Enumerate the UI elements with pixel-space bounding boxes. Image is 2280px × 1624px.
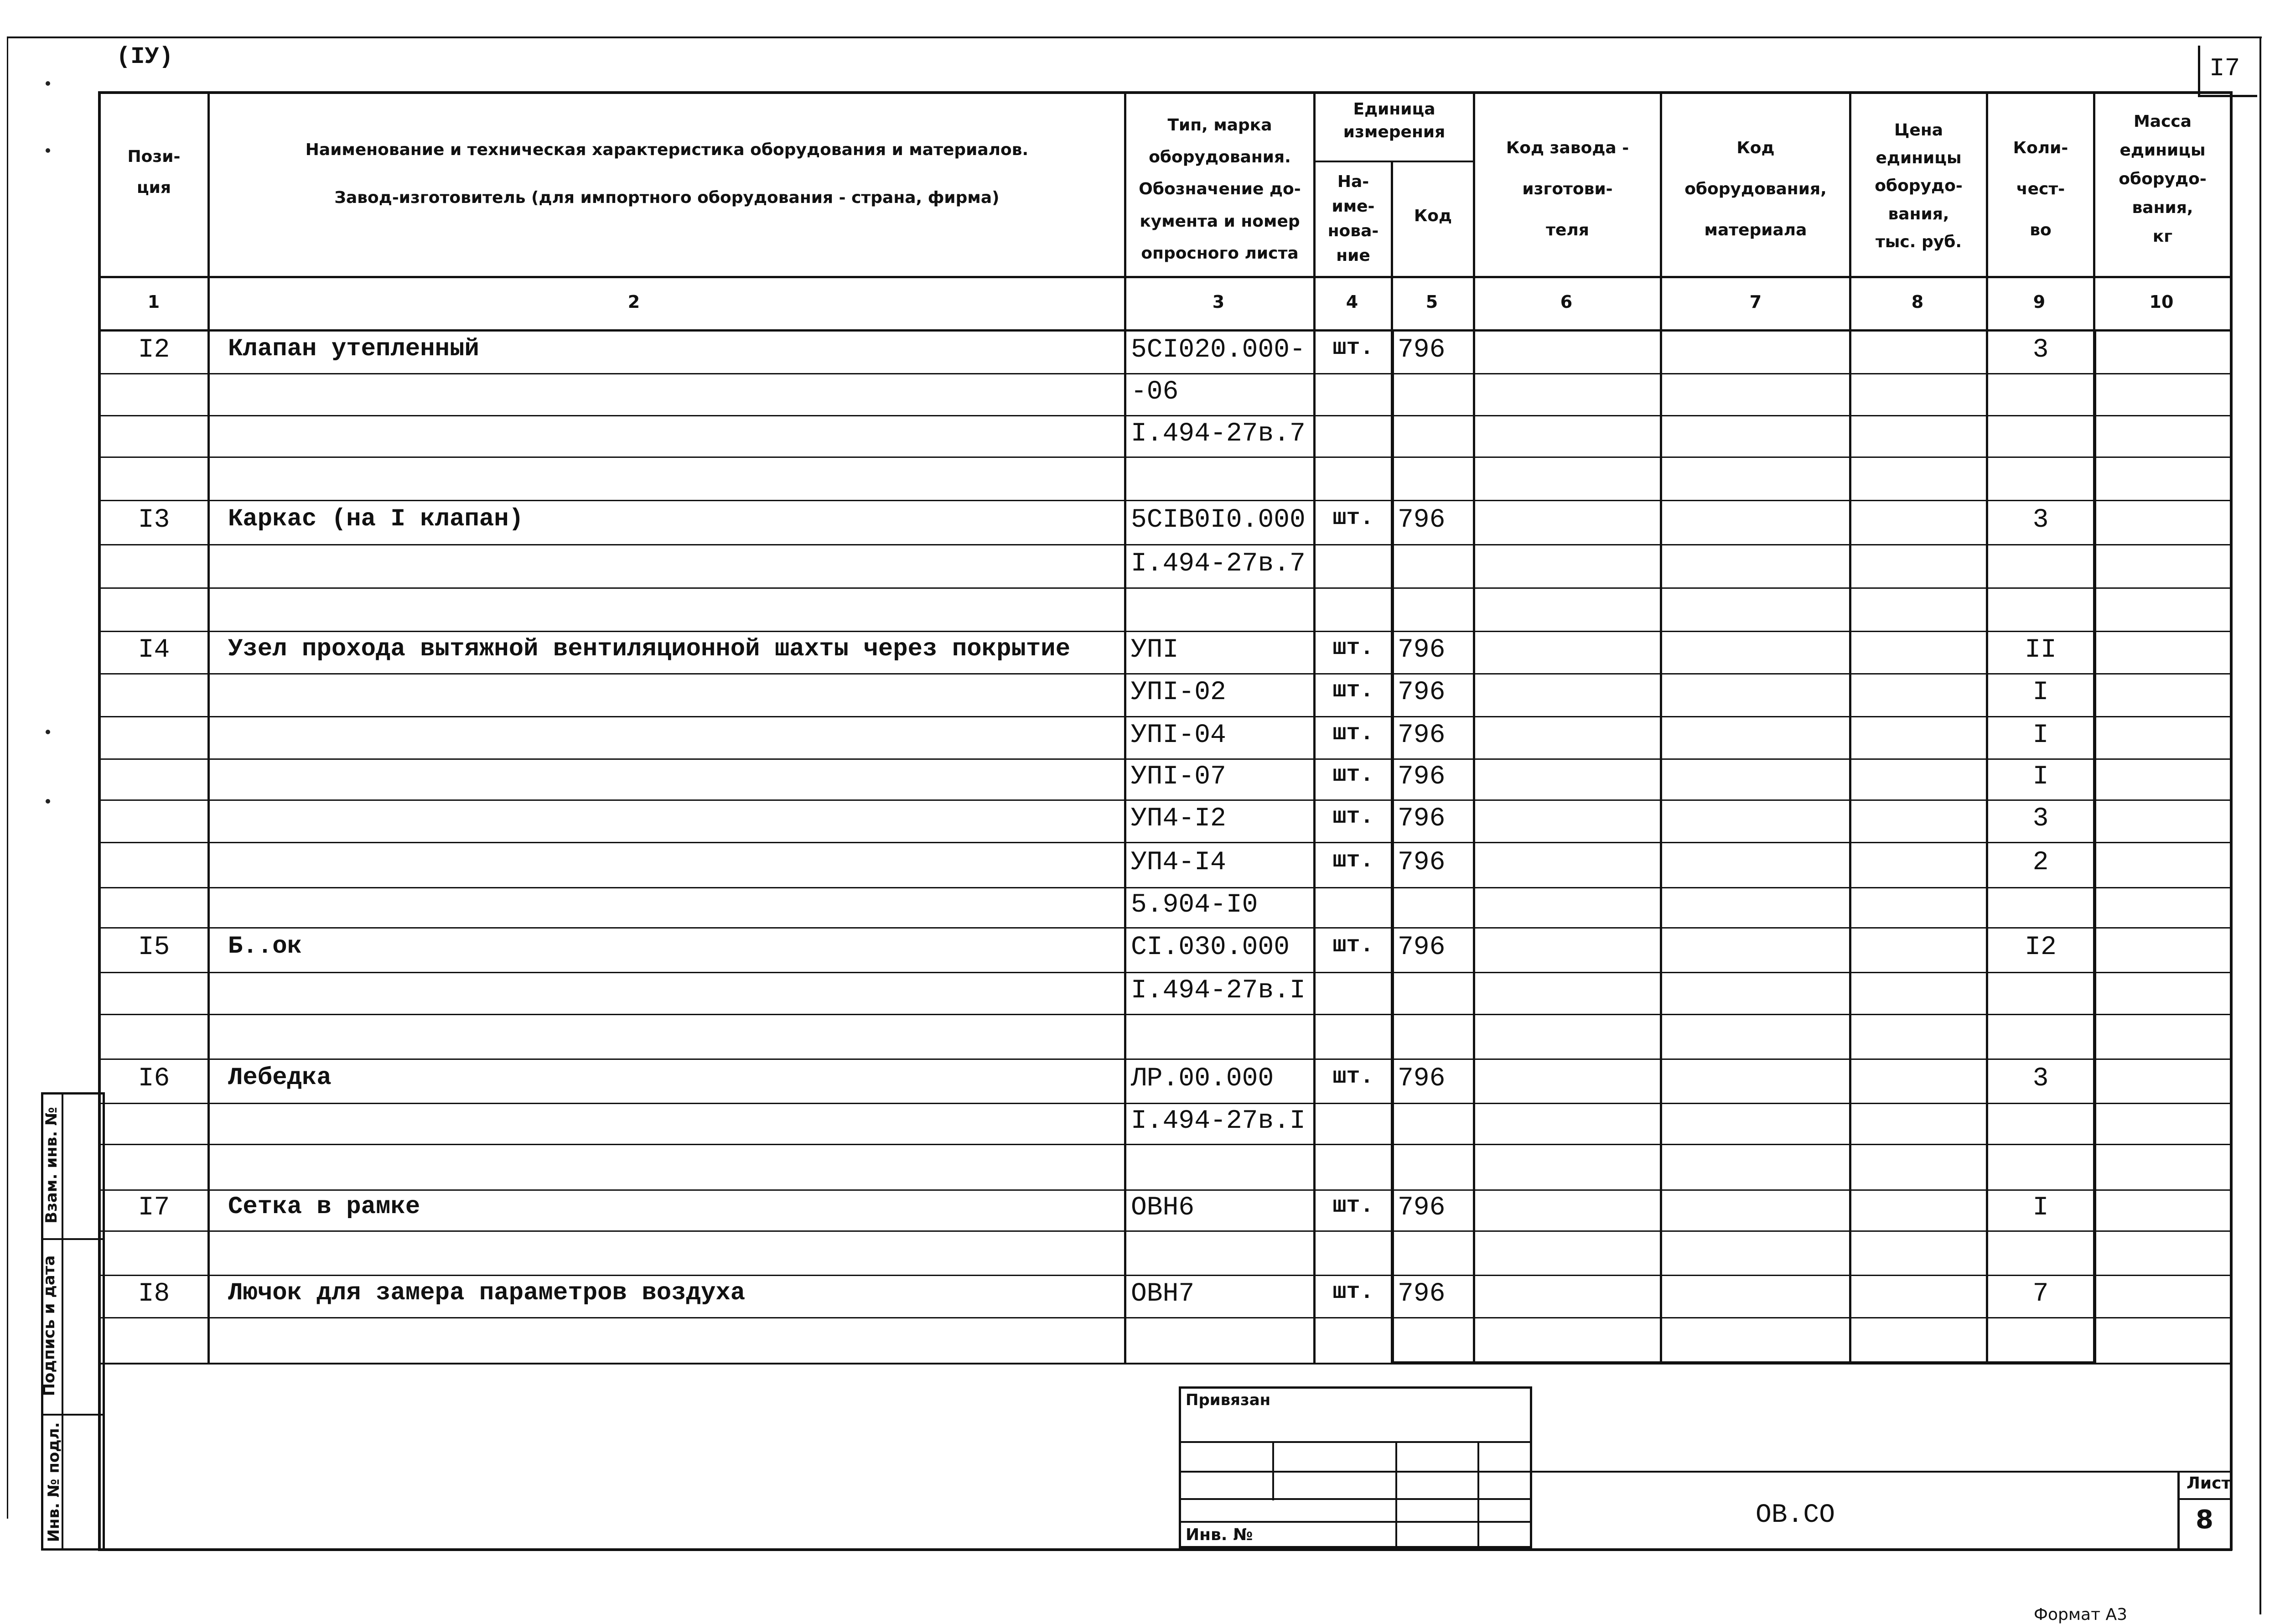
cell-code: 796	[1398, 847, 1446, 877]
cell-qty: 3	[2032, 335, 2049, 365]
row-separator	[98, 673, 2232, 675]
stamp-privyazan-label: Привязан	[1186, 1391, 1271, 1409]
cell-qty: II	[2025, 635, 2057, 665]
cell-code: 796	[1398, 933, 1446, 962]
row-separator	[98, 1103, 2232, 1104]
stamp-col-line	[1395, 1441, 1397, 1548]
sheet-box-divider	[2177, 1498, 2232, 1500]
row-separator	[98, 927, 2232, 929]
col-line-7	[1849, 91, 1851, 1364]
unit-group-divider	[1313, 161, 1473, 162]
row-separator	[98, 972, 2232, 973]
row-separator	[98, 799, 2232, 801]
cell-type: I.494-27в.7	[1131, 419, 1306, 449]
side-label-podpis: Подпись и дата	[40, 1255, 58, 1396]
document-code: ОВ.СО	[1756, 1500, 1835, 1530]
row-separator	[98, 587, 2232, 589]
cell-unit: шт.	[1332, 1279, 1374, 1305]
format-label: Формат А3	[2034, 1605, 2128, 1624]
row-separator	[98, 544, 2232, 545]
cell-code: 796	[1398, 635, 1446, 665]
outer-frame-top	[7, 36, 2262, 38]
row-separator	[98, 1230, 2232, 1232]
cell-type: I.494-27в.7	[1131, 549, 1306, 579]
cell-qty: 3	[2032, 505, 2049, 535]
stamp-col-line	[1477, 1441, 1479, 1548]
table-bottom-border	[98, 1548, 2232, 1551]
header-unit-code: Код	[1414, 207, 1452, 225]
cell-type: УП4-I4	[1131, 847, 1226, 877]
row-separator	[98, 500, 2232, 501]
cell-unit: шт.	[1332, 505, 1374, 531]
row-separator	[98, 1363, 2232, 1364]
cell-code: 796	[1398, 1279, 1446, 1309]
column-number: 10	[2149, 292, 2174, 312]
cell-type: I.494-27в.I	[1131, 1106, 1306, 1136]
cell-unit: шт.	[1332, 1064, 1374, 1090]
column-number: 6	[1560, 292, 1573, 312]
header-unit-group: Единица измерения	[1343, 100, 1446, 142]
row-separator	[98, 1144, 2232, 1145]
margin-dot	[46, 730, 50, 734]
margin-dot	[46, 148, 50, 153]
column-number: 9	[2033, 292, 2046, 312]
cell-code: 796	[1398, 1064, 1446, 1094]
column-number: 2	[627, 292, 640, 312]
cell-unit: шт.	[1332, 1193, 1374, 1219]
cell-type: 5СI020.000-	[1131, 335, 1306, 365]
column-number: 8	[1911, 292, 1924, 312]
cell-type: СI.030.000	[1131, 933, 1290, 962]
cell-name: Узел прохода вытяжной вентиляционной шахты через покрытие	[228, 635, 1071, 663]
row-separator	[98, 1014, 2232, 1015]
side-label-vzam: Взам. инв. №	[42, 1107, 61, 1224]
cell-code: 796	[1398, 505, 1446, 535]
cell-qty: I2	[2025, 933, 2057, 962]
cell-code: 796	[1398, 804, 1446, 834]
cell-code: 796	[1398, 678, 1446, 707]
cell-unit: шт.	[1332, 335, 1374, 361]
cell-unit: шт.	[1332, 635, 1374, 661]
cell-pos: I5	[138, 933, 170, 962]
cell-unit: шт.	[1332, 847, 1374, 874]
stamp-inv-label: Инв. №	[1186, 1525, 1253, 1544]
sheet-label: Лист	[2187, 1474, 2231, 1493]
row-separator	[98, 887, 2232, 888]
col-line-1	[207, 91, 210, 1364]
header-factory-code: Код завода - изготови- теля	[1506, 139, 1629, 239]
row-separator	[98, 842, 2232, 843]
cell-type: 5СIВ0I0.000	[1131, 505, 1306, 535]
row-separator	[98, 1275, 2232, 1276]
sheet-number: 8	[2196, 1505, 2213, 1535]
body-box-left	[1391, 332, 1394, 1365]
cell-name: Лебедка	[228, 1064, 332, 1092]
cell-pos: I6	[138, 1064, 170, 1094]
row-separator	[98, 1317, 2232, 1318]
row-separator	[98, 716, 2232, 717]
cell-name: Каркас (на I клапан)	[228, 505, 524, 533]
side-label-inv-podl: Инв. № подл.	[45, 1422, 63, 1542]
cell-code: 796	[1398, 335, 1446, 365]
header-mass: Масса единицы оборудо- вания, кг	[2119, 112, 2207, 246]
colnum-bottom-line	[98, 329, 2232, 332]
cell-pos: I2	[138, 335, 170, 365]
row-separator	[98, 457, 2232, 458]
outer-frame-left	[7, 36, 8, 1519]
cell-code: 796	[1398, 762, 1446, 792]
cell-name: Сетка в рамке	[228, 1193, 420, 1221]
cell-pos: I4	[138, 635, 170, 665]
outer-frame-right	[2259, 36, 2261, 1614]
margin-dot	[46, 799, 50, 804]
row-separator	[98, 415, 2232, 416]
cell-type: УПI	[1131, 635, 1179, 665]
cell-name: Клапан утепленный	[228, 335, 479, 363]
table-right-border	[2230, 91, 2233, 1551]
cell-type: УПI-04	[1131, 720, 1226, 750]
cell-code: 796	[1398, 1193, 1446, 1223]
cell-type: УП4-I2	[1131, 804, 1226, 834]
column-number: 4	[1346, 292, 1358, 312]
cell-qty: I	[2032, 762, 2049, 792]
cell-type: ОВН6	[1131, 1193, 1195, 1223]
margin-dot	[46, 81, 50, 86]
col-line-2	[1124, 91, 1126, 1364]
cell-type: I.494-27в.I	[1131, 976, 1306, 1006]
cell-type: ЛР.00.000	[1131, 1064, 1274, 1094]
cell-type: -06	[1131, 377, 1179, 407]
cell-type: УПI-02	[1131, 678, 1226, 707]
cell-pos: I7	[138, 1193, 170, 1223]
cell-code: 796	[1398, 720, 1446, 750]
section-label: (IУ)	[116, 43, 173, 70]
column-number: 1	[147, 292, 160, 312]
cell-unit: шт.	[1332, 762, 1374, 788]
cell-unit: шт.	[1332, 720, 1374, 747]
header-quantity: Коли- чест- во	[2013, 139, 2068, 239]
header-name-line1: Наименование и техническая характеристика оборудования и материалов.	[305, 140, 1029, 159]
cell-qty: I	[2032, 678, 2049, 707]
cell-type: УПI-07	[1131, 762, 1226, 792]
cell-type: 5.904-I0	[1131, 890, 1258, 920]
cell-name: Б..ок	[228, 933, 302, 960]
cell-qty: I	[2032, 1193, 2049, 1223]
row-separator	[98, 631, 2232, 632]
col-line-6	[1660, 91, 1662, 1364]
cell-qty: 2	[2032, 847, 2049, 877]
cell-name: Лючок для замера параметров воздуха	[228, 1279, 746, 1307]
header-price: Цена единицы оборудо- вания, тыс. руб.	[1875, 121, 1963, 251]
header-unit-name: На- име- нова- ние	[1327, 172, 1379, 265]
table-top-border	[98, 91, 2232, 94]
row-separator	[98, 373, 2232, 374]
column-number: 7	[1749, 292, 1762, 312]
cell-unit: шт.	[1332, 804, 1374, 830]
cell-qty: 3	[2032, 804, 2049, 834]
header-bottom-line	[98, 276, 2232, 278]
cell-unit: шт.	[1332, 678, 1374, 704]
row-separator	[98, 1058, 2232, 1060]
page-tag: I7	[2209, 54, 2240, 83]
body-box-right	[2093, 332, 2096, 1365]
cell-pos: I8	[138, 1279, 170, 1309]
column-number: 5	[1425, 292, 1438, 312]
col-line-5	[1473, 91, 1475, 1364]
cell-qty: 7	[2032, 1279, 2049, 1309]
stamp-col-line	[1272, 1441, 1274, 1500]
column-number: 3	[1212, 292, 1225, 312]
cell-unit: шт.	[1332, 933, 1374, 959]
title-block-top	[1532, 1471, 2232, 1473]
header-equipment-code: Код оборудования, материала	[1684, 139, 1827, 239]
cell-qty: I	[2032, 720, 2049, 750]
row-separator	[98, 1189, 2232, 1191]
cell-pos: I3	[138, 505, 170, 535]
header-position: Пози- ция	[127, 147, 181, 197]
header-type: Тип, марка оборудования. Обозначение до- кумента и номер опросного листа	[1139, 116, 1301, 263]
header-name-line2: Завод-изготовитель (для импортного оборудования - страна, фирма)	[334, 188, 1000, 207]
row-separator	[98, 758, 2232, 760]
cell-qty: 3	[2032, 1064, 2049, 1094]
cell-type: ОВН7	[1131, 1279, 1195, 1309]
